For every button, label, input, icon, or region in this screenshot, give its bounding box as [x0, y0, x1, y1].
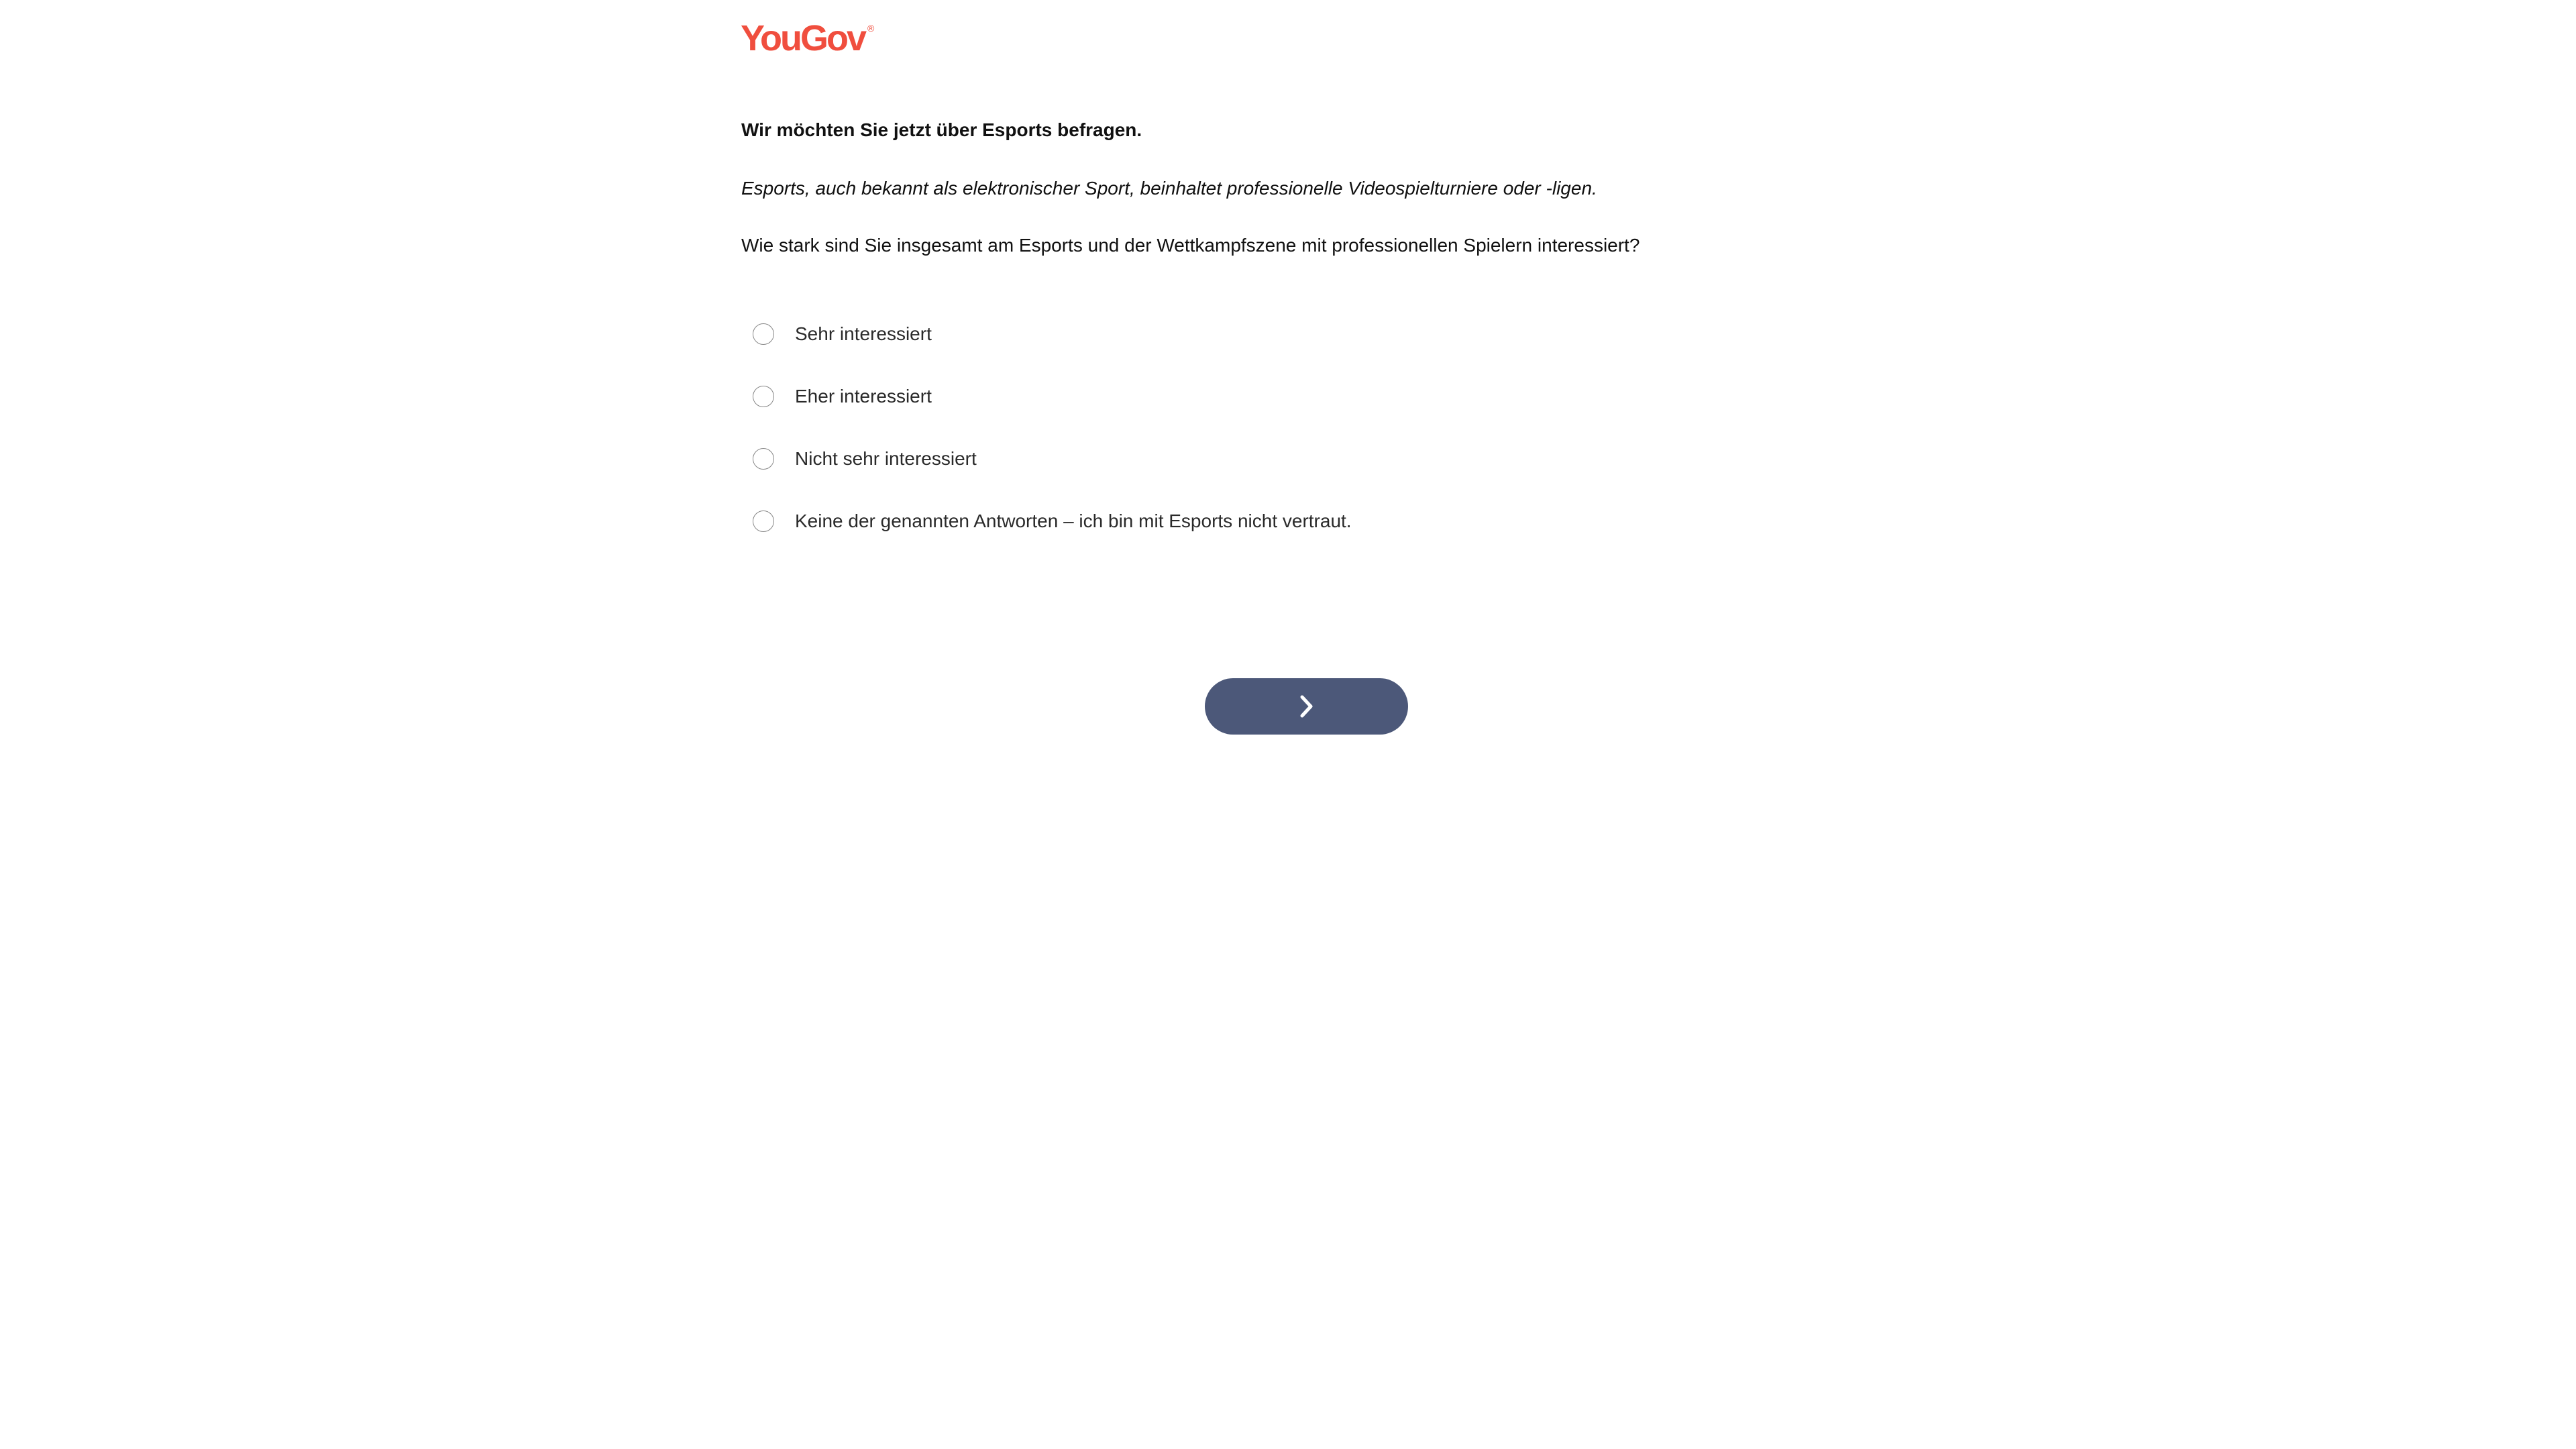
option-sehr-interessiert[interactable]: [753, 321, 932, 347]
option-label: Sehr interessiert: [795, 323, 932, 344]
survey-intro: Esports, auch bekannt als elektronischer Sport, beinhaltet professionelle Videospielturniere oder -ligen.: [741, 178, 1597, 199]
radio-button[interactable]: [753, 386, 774, 407]
next-button[interactable]: [1205, 678, 1408, 735]
survey-question: Wie stark sind Sie insgesamt am Esports und der Wettkampfszene mit professionellen Spielern interessiert?: [741, 235, 1640, 256]
option-eher-interessiert[interactable]: [753, 383, 932, 410]
radio-button[interactable]: [753, 448, 774, 470]
survey-heading: Wir möchten Sie jetzt über Esports befragen.: [741, 119, 1142, 140]
chevron-right-icon: [1299, 694, 1315, 718]
option-label: Keine der genannten Antworten – ich bin mit Esports nicht vertraut.: [795, 511, 1352, 531]
yougov-logo: [741, 17, 875, 59]
radio-button[interactable]: [753, 511, 774, 532]
option-label: Eher interessiert: [795, 386, 932, 407]
option-label: Nicht sehr interessiert: [795, 448, 977, 469]
option-keine-antwort[interactable]: [753, 508, 1352, 535]
option-nicht-sehr-interessiert[interactable]: [753, 445, 977, 472]
logo-text: YouGov: [741, 18, 865, 58]
radio-button[interactable]: [753, 323, 774, 345]
registered-mark: ®: [867, 23, 875, 34]
